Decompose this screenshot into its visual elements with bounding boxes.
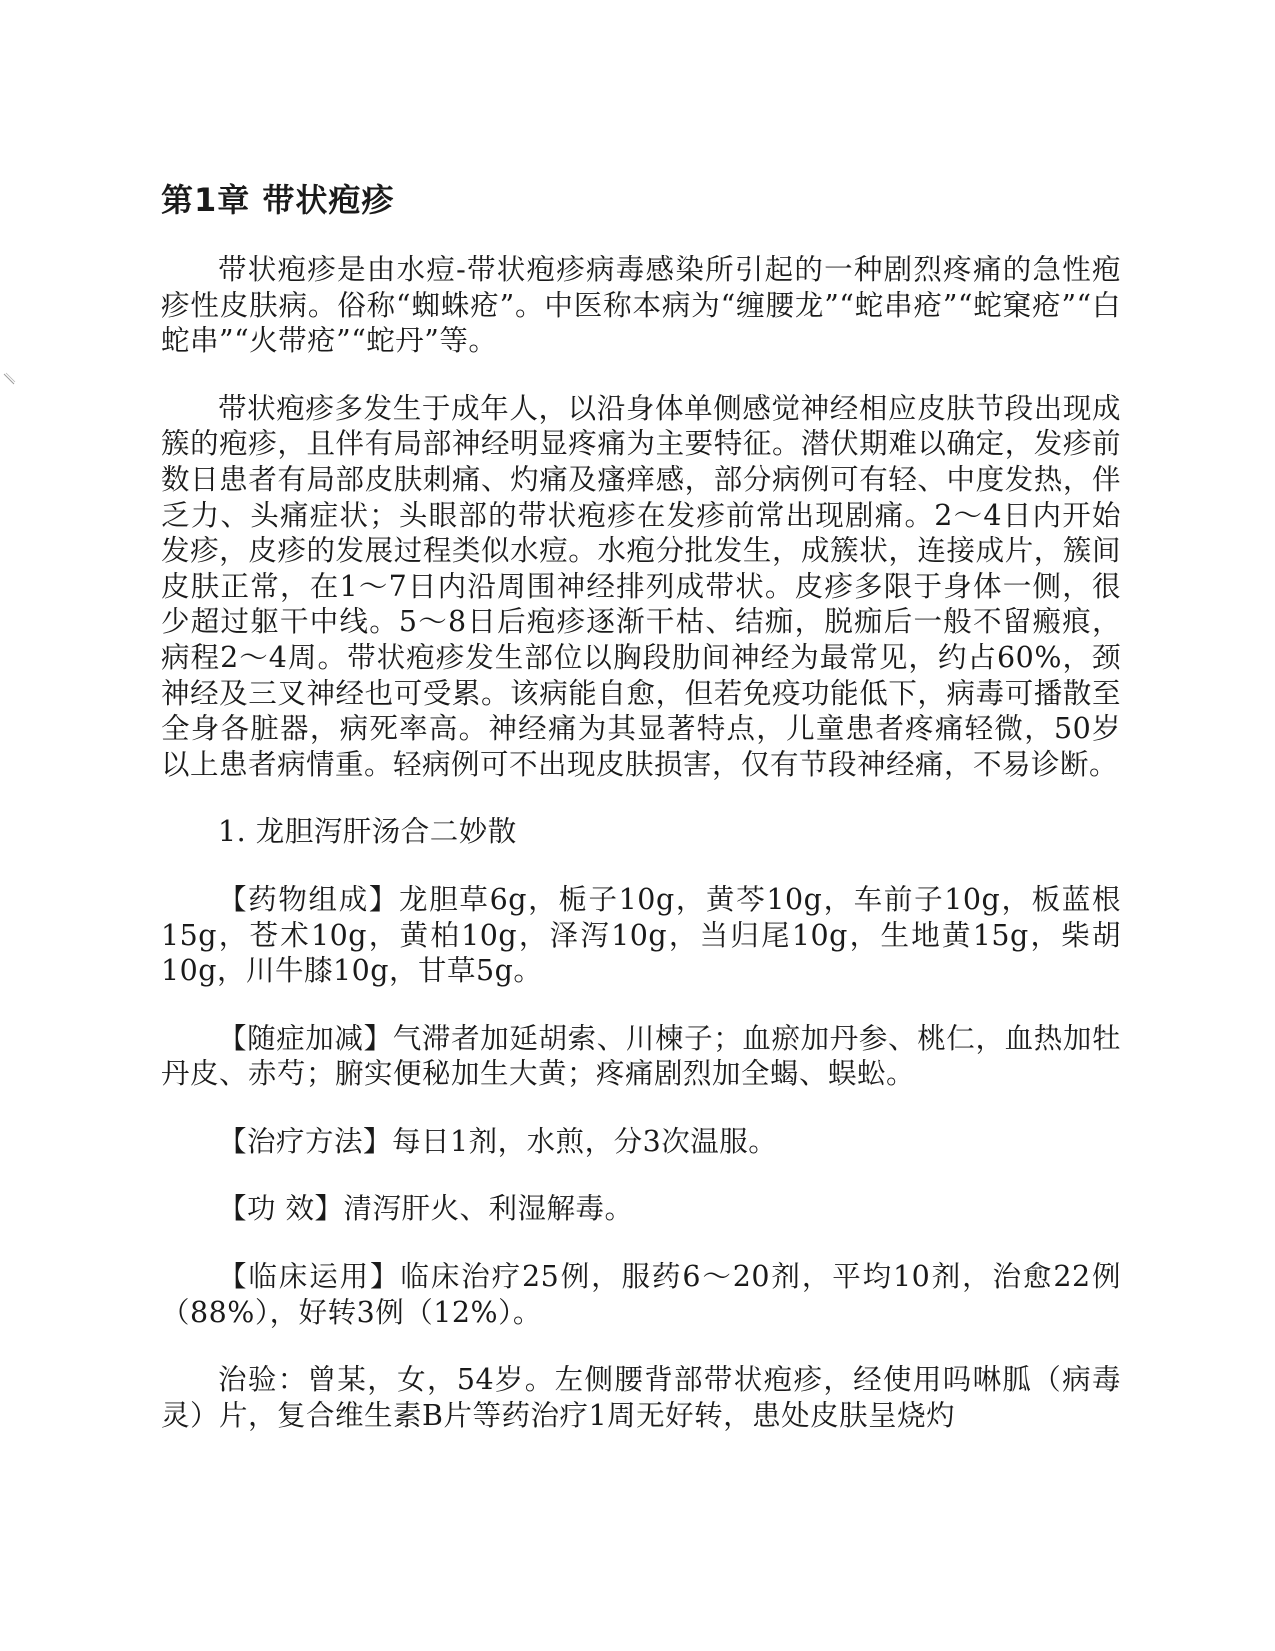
scan-speck [2,372,16,386]
description-paragraph: 带状疱疹多发生于成年人，以沿身体单侧感觉神经相应皮肤节段出现成簇的疱疹，且伴有局部神经明显疼痛为主要特征。潜伏期难以确定，发疹前数日患者有局部皮肤刺痛、灼痛及瘙痒感，部分病例可有轻、中度发热，伴乏力、头痛症状；头眼部的带状疱疹在发疹前常出现剧痛。2～4日内开始发疹，皮疹的发展过程类似水痘。水疱分批发生，成簇状，连接成片，簇间皮肤正常，在1～7日内沿周围神经排列成带状。皮疹多限于身体一侧，很少超过躯干中线。5～8日后疱疹逐渐干枯、结痂，脱痂后一般不留瘢痕，病程2～4周。带状疱疹发生部位以胸段肋间神经为最常见，约占60%，颈神经及三叉神经也可受累。该病能自愈，但若免疫功能低下，病毒可播散至全身各脏器，病死率高。神经痛为其显著特点，儿童患者疼痛轻微，50岁以上患者病情重。轻病例可不出现皮肤损害，仅有节段神经痛，不易诊断。 [161,391,1121,781]
document-page [161,178,1121,1463]
chapter-title: 第1章 带状疱疹 [161,181,395,219]
intro-paragraph: 带状疱疹是由水痘-带状疱疹病毒感染所引起的一种剧烈疼痛的急性疱疹性皮肤病。俗称“蜘蛛疮”。中医称本病为“缠腰龙”“蛇串疮”“蛇窠疮”“白蛇串”“火带疮”“蛇丹”等。 [161,253,1121,358]
efficacy-paragraph: 【功 效】清泻肝火、利湿解毒。 [218,1192,634,1226]
composition-paragraph: 【药物组成】龙胆草6g，栀子10g，黄芩10g，车前子10g，板蓝根15g，苍术10g，黄柏10g，泽泻10g，当归尾10g，生地黄15g，柴胡10g，川牛膝10g，甘草5g。 [161,882,1121,988]
formula-heading: 1. 龙胆泻肝汤合二妙散 [218,815,517,849]
modification-paragraph: 【随症加减】气滞者加延胡索、川楝子；血瘀加丹参、桃仁，血热加牡丹皮、赤芍；腑实便秘加生大黄；疼痛剧烈加全蝎、蜈蚣。 [161,1021,1121,1091]
clinical-use-paragraph: 【临床运用】临床治疗25例，服药6～20剂，平均10剂，治愈22例（88%），好转3例（12%）。 [161,1260,1121,1329]
treatment-method-paragraph: 【治疗方法】每日1剂，水煎，分3次温服。 [218,1124,778,1158]
case-paragraph: 治验：曾某，女，54岁。左侧腰背部带状疱疹，经使用吗啉胍（病毒灵）片，复合维生素B片等药治疗1周无好转，患处皮肤呈烧灼 [161,1363,1121,1432]
